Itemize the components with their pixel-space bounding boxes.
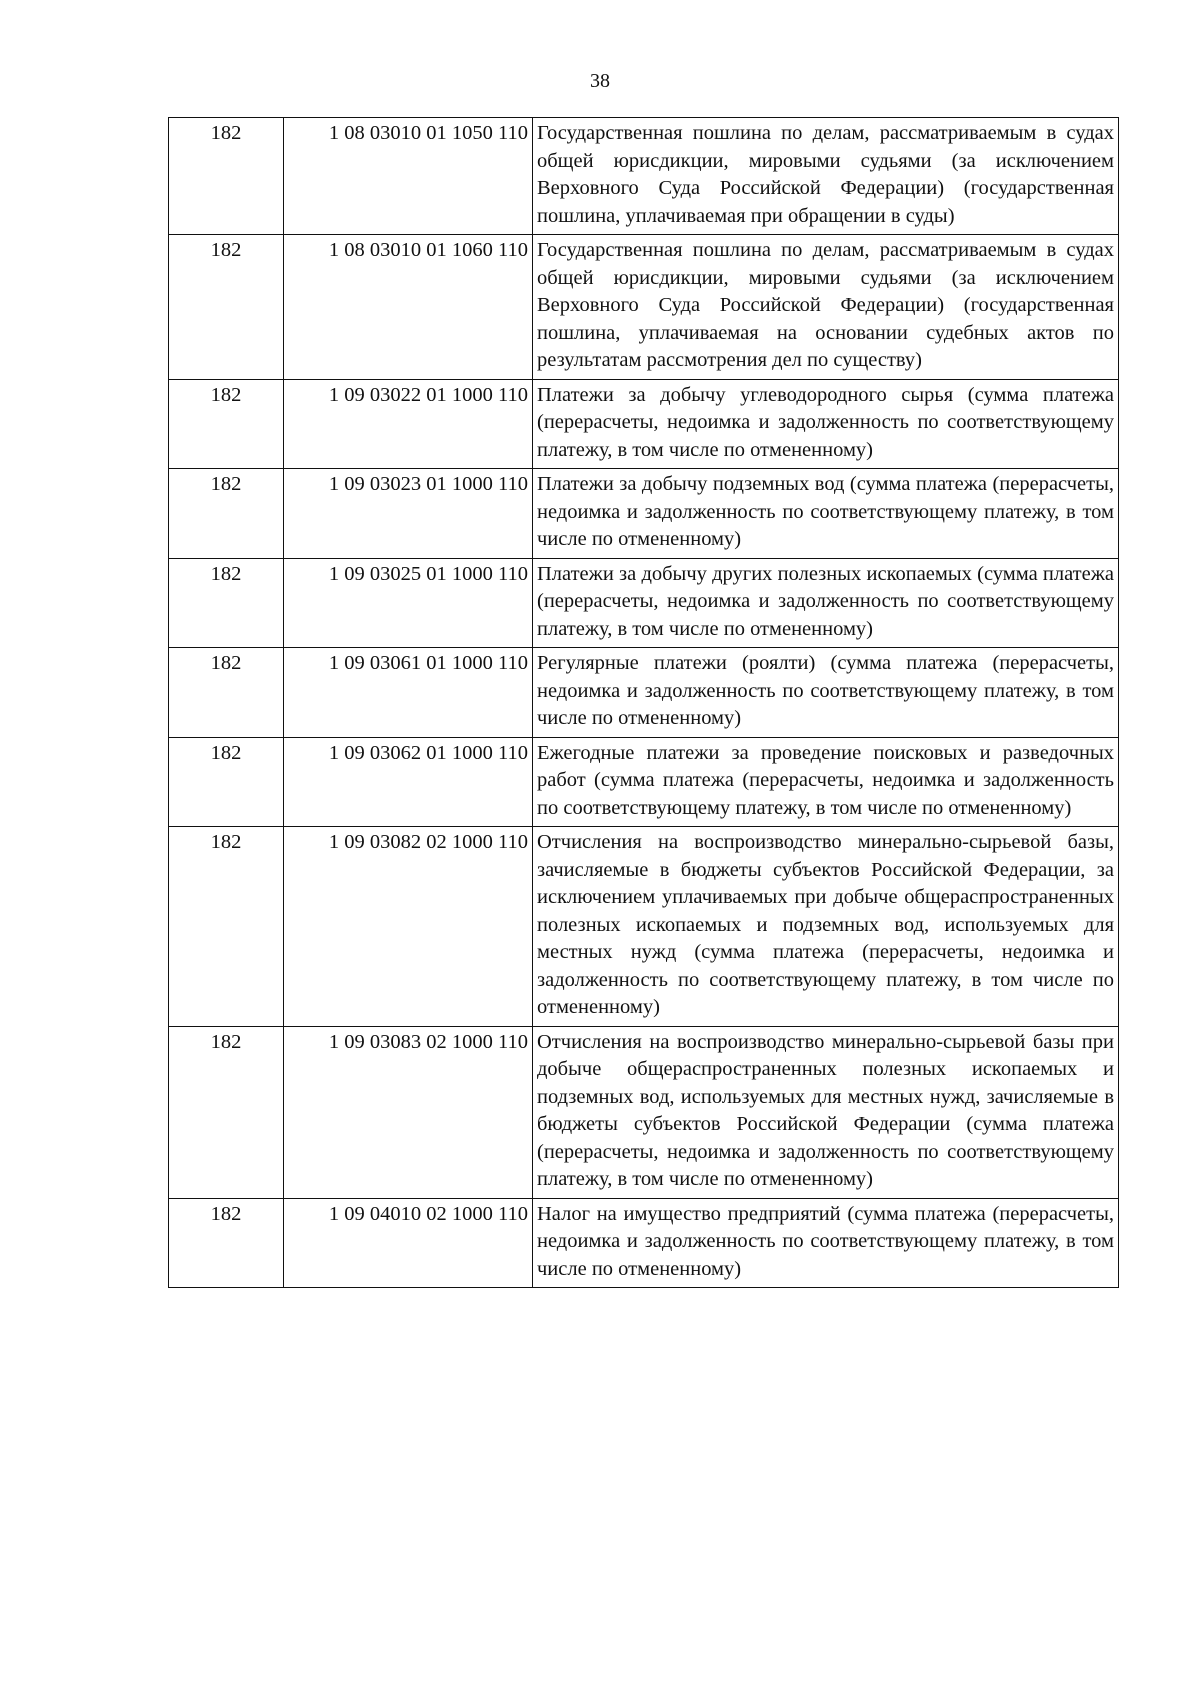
admin-code-cell: 182	[169, 827, 284, 1027]
budget-code-cell: 1 09 03022 01 1000 110	[284, 379, 533, 469]
table-row	[169, 235, 1119, 380]
description-cell: Налог на имущество предприятий (сумма платежа (перерасчеты, недоимка и задолженность по соответствующему платежу, в том числе по отмененному)	[533, 1198, 1119, 1288]
table-row	[169, 469, 1119, 559]
page-number: 38	[590, 70, 610, 92]
revenue-codes-table	[168, 117, 1119, 1288]
budget-code-cell: 1 09 04010 02 1000 110	[284, 1198, 533, 1288]
admin-code-cell: 182	[169, 648, 284, 738]
description-cell: Платежи за добычу углеводородного сырья (сумма платежа (перерасчеты, недоимка и задолженность по соответствующему платежу, в том числе по отмененному)	[533, 379, 1119, 469]
table-row	[169, 558, 1119, 648]
description-cell: Платежи за добычу подземных вод (сумма платежа (перерасчеты, недоимка и задолженность по соответствующему платежу, в том числе по отмененному)	[533, 469, 1119, 559]
table-row	[169, 827, 1119, 1027]
budget-code-cell: 1 08 03010 01 1050 110	[284, 118, 533, 235]
description-cell: Государственная пошлина по делам, рассматриваемым в судах общей юрисдикции, мировыми судьями (за исключением Верховного Суда Российской Федерации) (государственная пошлина, уплачиваемая на основании судебных актов по результатам рассмотрения дел по существу)	[533, 235, 1119, 380]
budget-code-cell: 1 09 03083 02 1000 110	[284, 1026, 533, 1198]
admin-code-cell: 182	[169, 558, 284, 648]
table-row	[169, 648, 1119, 738]
description-cell: Платежи за добычу других полезных ископаемых (сумма платежа (перерасчеты, недоимка и задолженность по соответствующему платежу, в том числе по отмененному)	[533, 558, 1119, 648]
admin-code-cell: 182	[169, 118, 284, 235]
table-row	[169, 1026, 1119, 1198]
budget-code-cell: 1 09 03023 01 1000 110	[284, 469, 533, 559]
description-cell: Государственная пошлина по делам, рассматриваемым в судах общей юрисдикции, мировыми судьями (за исключением Верховного Суда Российской Федерации) (государственная пошлина, уплачиваемая при обращении в суды)	[533, 118, 1119, 235]
table-row	[169, 1198, 1119, 1288]
budget-code-cell: 1 09 03061 01 1000 110	[284, 648, 533, 738]
admin-code-cell: 182	[169, 235, 284, 380]
budget-code-cell: 1 09 03082 02 1000 110	[284, 827, 533, 1027]
description-cell: Регулярные платежи (роялти) (сумма платежа (перерасчеты, недоимка и задолженность по соответствующему платежу, в том числе по отмененному)	[533, 648, 1119, 738]
description-cell: Ежегодные платежи за проведение поисковых и разведочных работ (сумма платежа (перерасчеты, недоимка и задолженность по соответствующему платежу, в том числе по отмененному)	[533, 737, 1119, 827]
description-cell: Отчисления на воспроизводство минерально-сырьевой базы при добыче общераспространенных полезных ископаемых и подземных вод, используемых для местных нужд, зачисляемые в бюджеты субъектов Российской Федерации (сумма платежа (перерасчеты, недоимка и задолженность по соответствующему платежу, в том числе по отмененному)	[533, 1026, 1119, 1198]
budget-code-cell: 1 09 03025 01 1000 110	[284, 558, 533, 648]
admin-code-cell: 182	[169, 737, 284, 827]
table-row	[169, 118, 1119, 235]
budget-code-cell: 1 08 03010 01 1060 110	[284, 235, 533, 380]
admin-code-cell: 182	[169, 1026, 284, 1198]
admin-code-cell: 182	[169, 1198, 284, 1288]
table-row	[169, 737, 1119, 827]
admin-code-cell: 182	[169, 379, 284, 469]
admin-code-cell: 182	[169, 469, 284, 559]
table-row	[169, 379, 1119, 469]
budget-code-cell: 1 09 03062 01 1000 110	[284, 737, 533, 827]
description-cell: Отчисления на воспроизводство минерально-сырьевой базы, зачисляемые в бюджеты субъектов Российской Федерации, за исключением уплачиваемых при добыче общераспространенных полезных ископаемых и подземных вод, используемых для местных нужд (сумма платежа (перерасчеты, недоимка и задолженность по соответствующему платежу, в том числе по отмененному)	[533, 827, 1119, 1027]
